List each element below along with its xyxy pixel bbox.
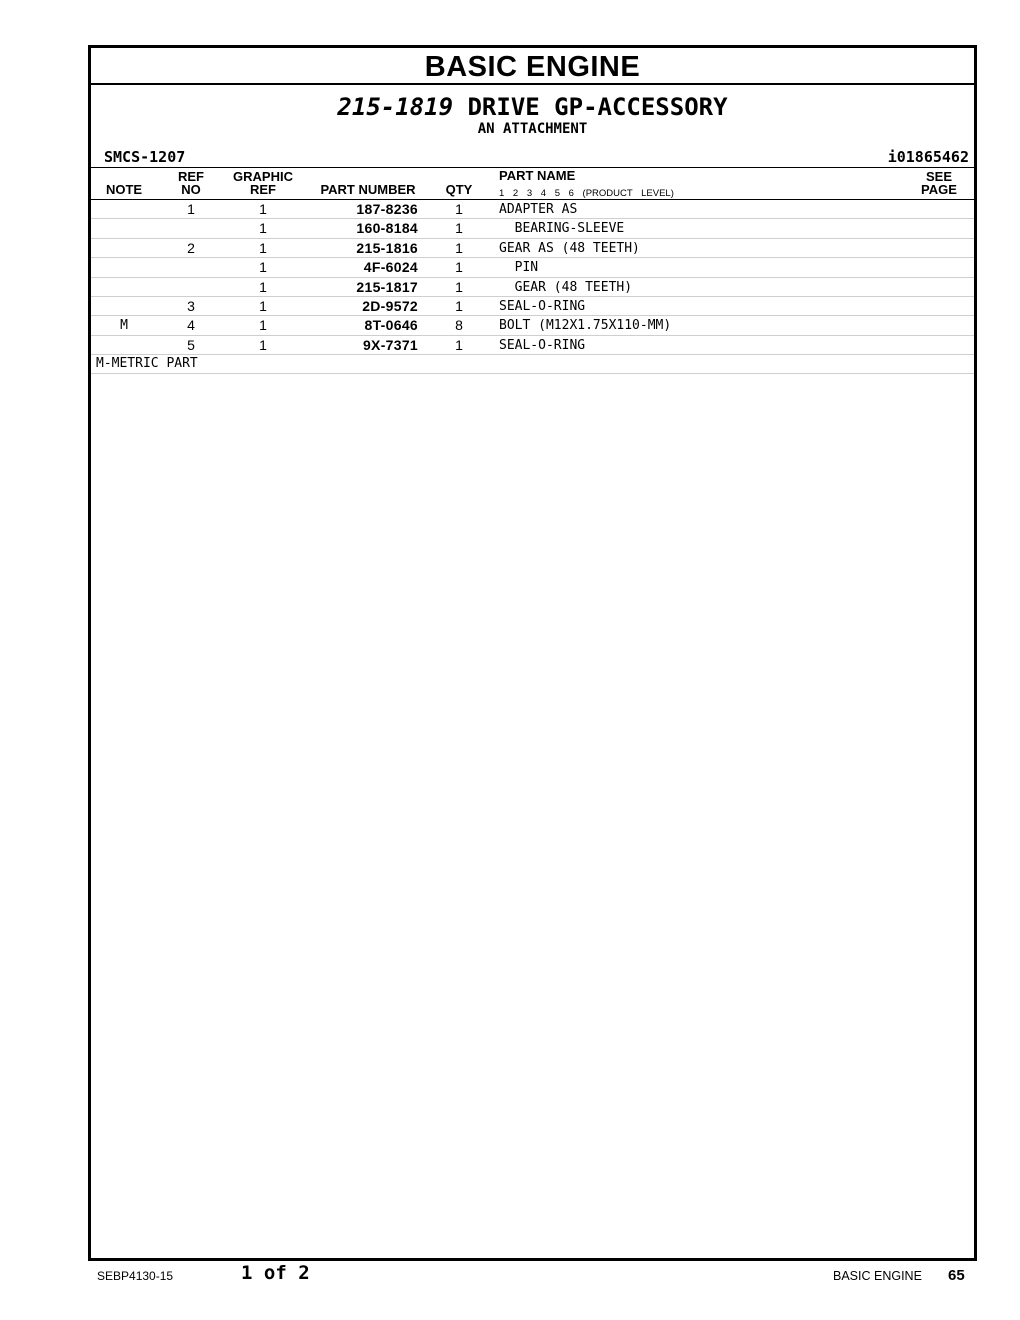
table-row — [91, 219, 974, 238]
header-graphic-ref-line2: REF — [250, 182, 276, 197]
table-row — [91, 336, 974, 355]
group-part-number: 215-1819 — [337, 93, 454, 121]
cell-ref-no: 5 — [187, 336, 195, 353]
cell-ref-no: 3 — [187, 297, 195, 314]
table-row — [91, 316, 974, 335]
footnote-text: M-METRIC PART — [96, 356, 198, 372]
cell-part-number: 4F-6024 — [363, 259, 418, 276]
cell-part-number: 215-1817 — [356, 278, 418, 295]
cell-part-name: BOLT (M12X1.75X110-MM) — [499, 318, 672, 334]
cell-graphic-ref: 1 — [259, 220, 267, 237]
group-subtitle: AN ATTACHMENT — [477, 121, 588, 137]
cell-graphic-ref: 1 — [259, 239, 267, 256]
illustration-id: i01865462 — [887, 148, 969, 166]
cell-ref-no: 1 — [187, 201, 195, 217]
cell-graphic-ref: 1 — [259, 317, 267, 334]
cell-part-name: ADAPTER AS — [499, 202, 578, 217]
footer-page-number: 65 — [948, 1267, 965, 1284]
footer-doc-number: SEBP4130-15 — [97, 1269, 174, 1283]
metric-footnote — [91, 355, 974, 374]
parts-page-frame — [88, 45, 977, 1261]
cell-part-name: PIN — [499, 260, 539, 276]
header-ref-no-line1: REF — [178, 169, 204, 184]
cell-part-name: SEAL-O-RING — [499, 298, 586, 314]
header-part-number: PART NUMBER — [320, 182, 416, 197]
table-row — [91, 258, 974, 277]
cell-qty: 8 — [455, 317, 463, 334]
group-title — [91, 93, 974, 121]
table-row — [91, 297, 974, 316]
header-see-page-line1: SEE — [925, 169, 952, 184]
table-row — [91, 239, 974, 258]
cell-qty: 1 — [455, 201, 463, 217]
header-graphic-ref-line1: GRAPHIC — [233, 169, 293, 184]
cell-ref-no: 4 — [187, 317, 195, 334]
cell-graphic-ref: 1 — [259, 278, 267, 295]
cell-part-name: GEAR AS (48 TEETH) — [499, 240, 640, 256]
header-note: NOTE — [105, 182, 143, 197]
header-ref-no-line2: NO — [181, 182, 201, 197]
cell-qty: 1 — [455, 297, 463, 314]
table-row — [91, 278, 974, 297]
cell-part-number: 8T-0646 — [364, 317, 418, 334]
cell-graphic-ref: 1 — [259, 201, 267, 217]
cell-part-number: 215-1816 — [356, 239, 418, 256]
table-header — [91, 167, 974, 200]
cell-part-number: 160-8184 — [356, 220, 418, 237]
smcs-row — [91, 145, 974, 167]
cell-part-name: BEARING-SLEEVE — [499, 221, 625, 237]
table-row — [91, 200, 974, 219]
group-name: DRIVE GP-ACCESSORY — [467, 93, 728, 121]
cell-part-number: 187-8236 — [356, 201, 418, 217]
header-part-name: PART NAME — [499, 168, 576, 183]
cell-part-number: 9X-7371 — [362, 336, 418, 353]
cell-qty: 1 — [455, 278, 463, 295]
smcs-code: SMCS-1207 — [104, 148, 186, 166]
cell-graphic-ref: 1 — [259, 259, 267, 276]
cell-ref-no: 2 — [187, 239, 195, 256]
header-product-level: 1 2 3 4 5 6 (PRODUCT LEVEL) — [499, 188, 674, 199]
footer-page-of: 1 of 2 — [241, 1262, 310, 1284]
cell-part-name: GEAR (48 TEETH) — [499, 279, 633, 295]
cell-qty: 1 — [455, 259, 463, 276]
header-see-page-line2: PAGE — [921, 182, 957, 197]
cell-part-name: SEAL-O-RING — [499, 337, 586, 353]
cell-qty: 1 — [455, 220, 463, 237]
cell-graphic-ref: 1 — [259, 297, 267, 314]
cell-note: M — [120, 318, 128, 334]
cell-qty: 1 — [455, 336, 463, 353]
cell-graphic-ref: 1 — [259, 336, 267, 353]
header-qty: QTY — [445, 182, 473, 197]
cell-part-number: 2D-9572 — [362, 297, 418, 314]
parts-table — [91, 200, 974, 374]
cell-qty: 1 — [455, 239, 463, 256]
page-footer — [0, 1262, 1020, 1292]
section-title: BASIC ENGINE — [91, 48, 974, 85]
footer-section: BASIC ENGINE — [833, 1269, 922, 1283]
